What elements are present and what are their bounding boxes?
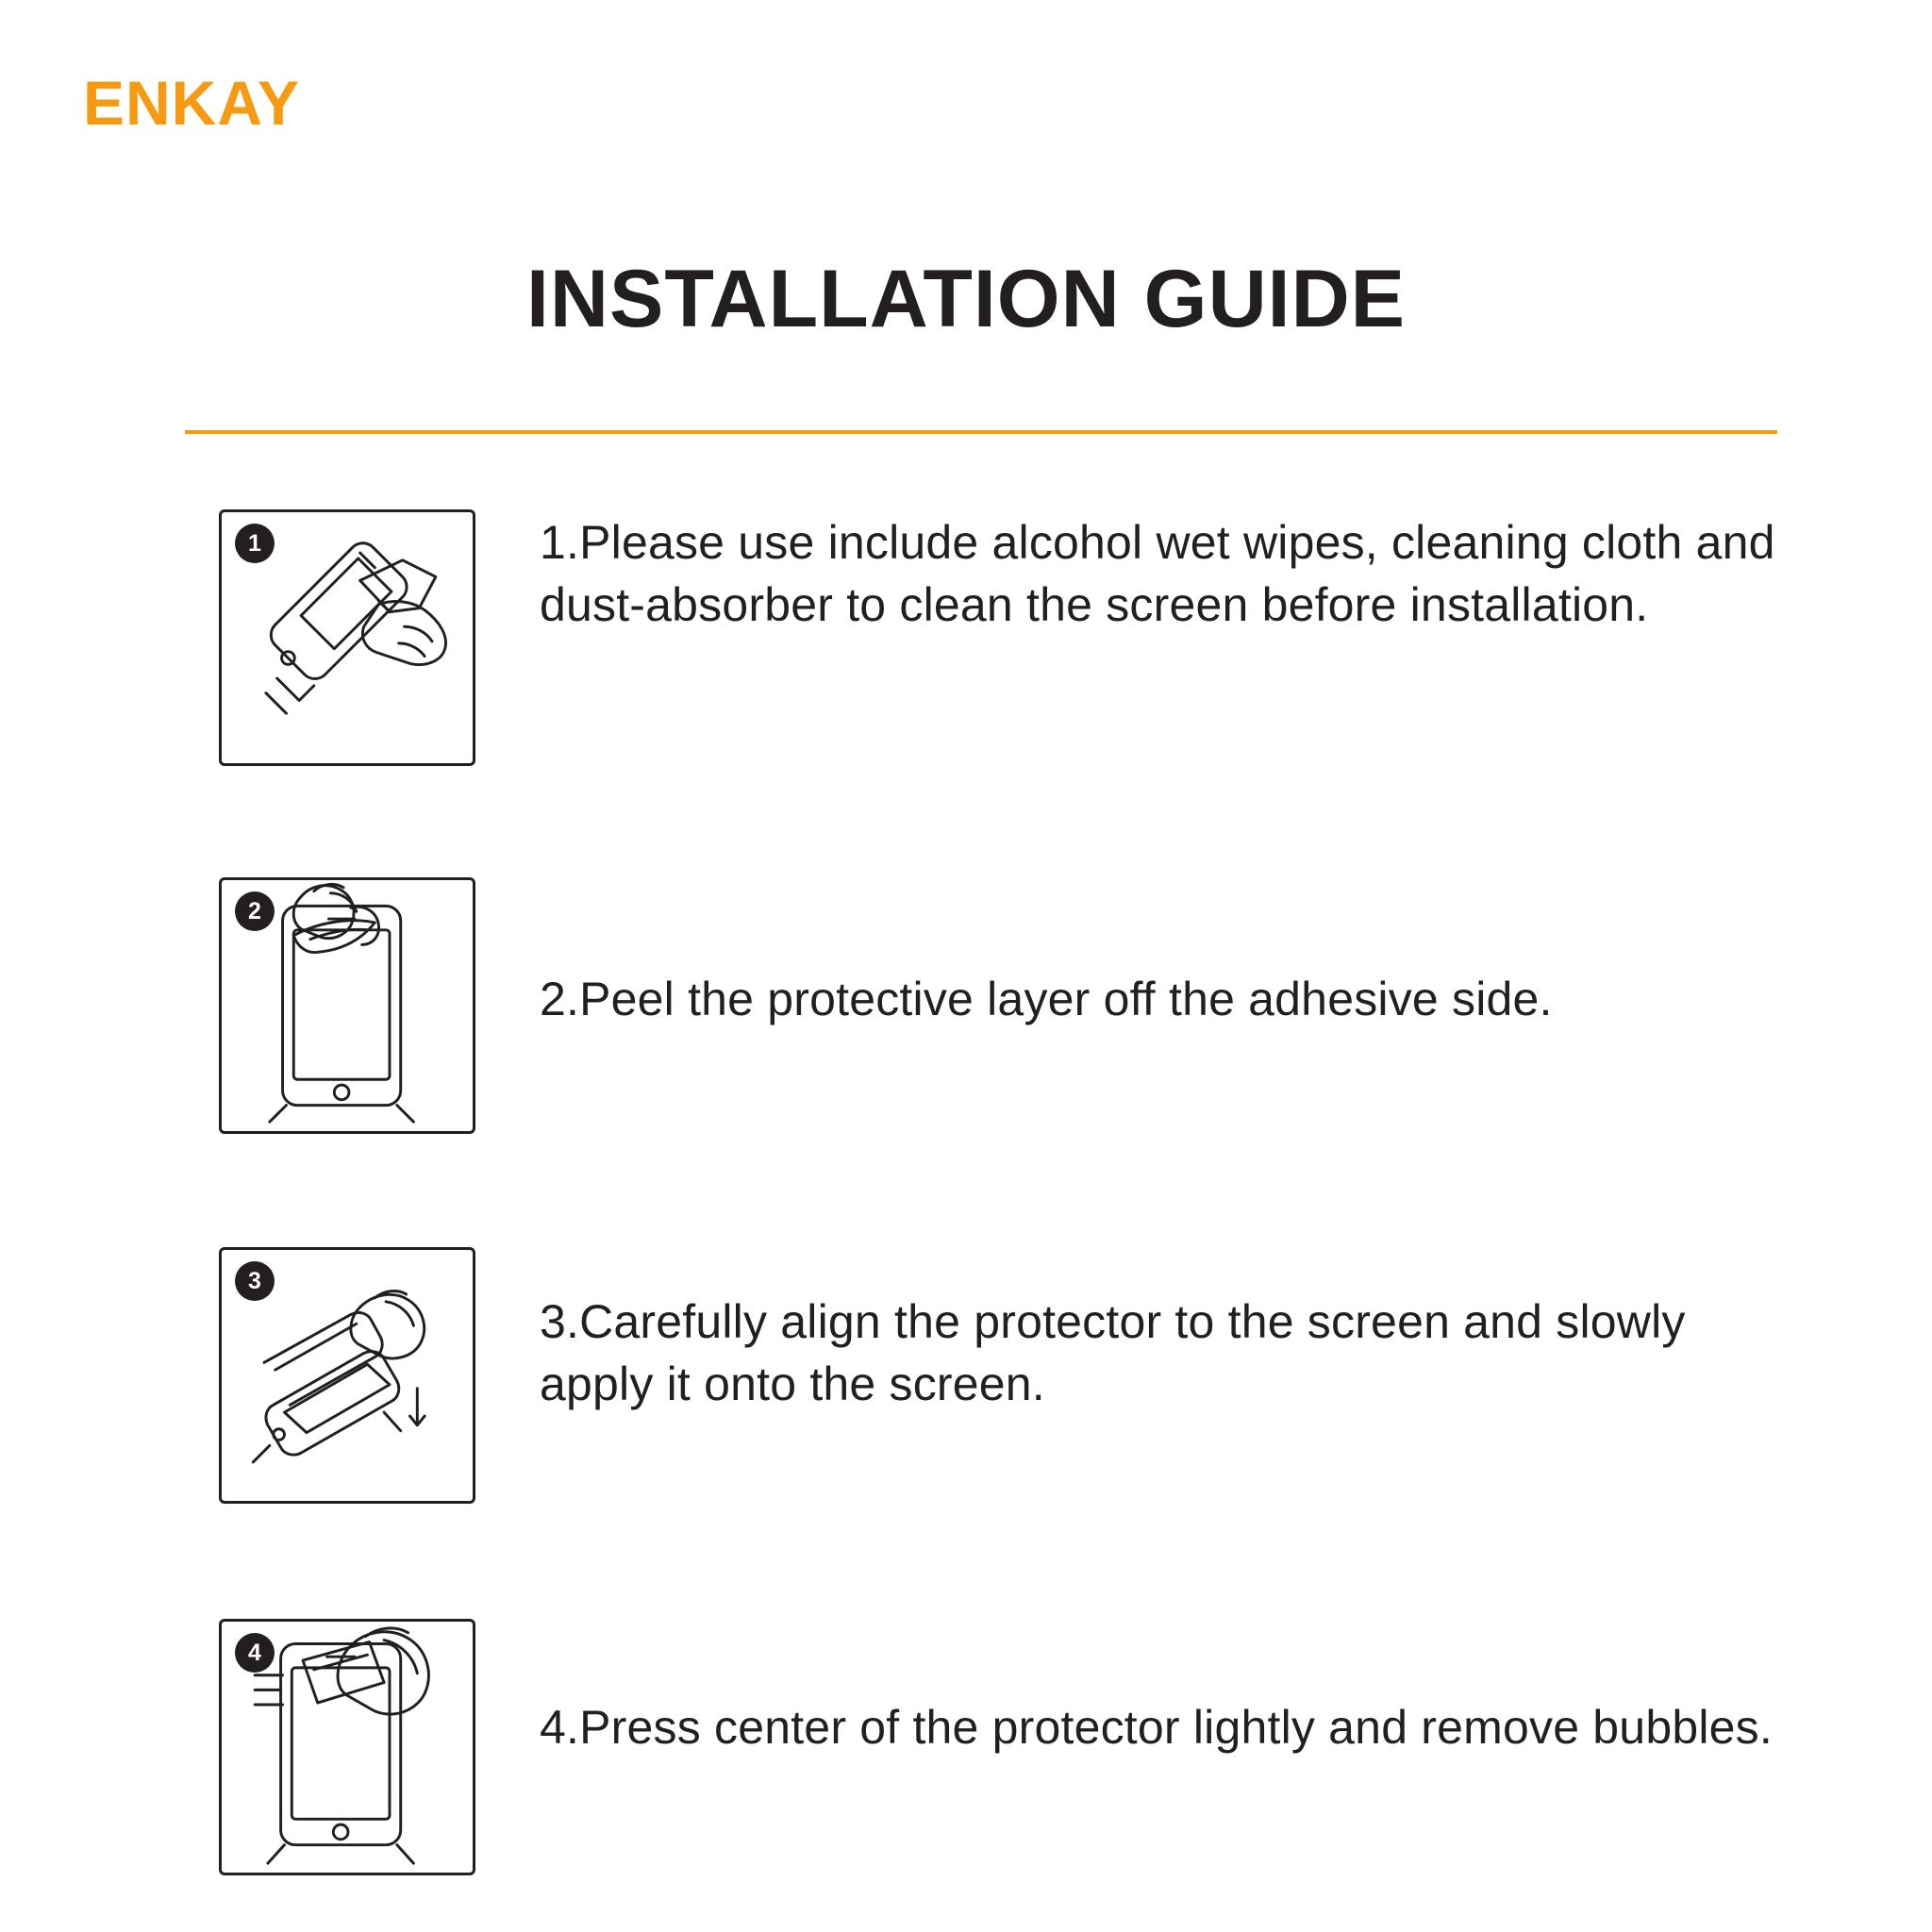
list-item bbox=[0, 1619, 1932, 1902]
step-text-4: 4.Press center of the protector lightly and remove bubbles. bbox=[540, 1701, 1773, 1754]
page-title: INSTALLATION GUIDE bbox=[525, 254, 1407, 344]
step-badge-4: 4 bbox=[235, 1633, 275, 1673]
step-illustration-3 bbox=[219, 1247, 475, 1504]
step-text-3: 3.Carefully align the protector to the screen and slowly apply it onto the screen. bbox=[540, 1295, 1686, 1410]
list-item bbox=[0, 509, 1932, 792]
step-badge-1: 1 bbox=[235, 524, 275, 563]
steps-list bbox=[0, 509, 1932, 1777]
step-illustration-1 bbox=[219, 509, 475, 766]
step-illustration-4 bbox=[219, 1619, 475, 1875]
step-text-2: 2.Peel the protective layer off the adhesive side. bbox=[540, 973, 1553, 1025]
step-badge-3: 3 bbox=[235, 1261, 275, 1301]
step-illustration-2 bbox=[219, 877, 475, 1134]
list-item bbox=[0, 877, 1932, 1160]
title-divider bbox=[185, 430, 1777, 434]
step-text-1: 1.Please use include alcohol wet wipes, cleaning cloth and dust-absorber to clean the screen before installation. bbox=[540, 516, 1775, 631]
list-item bbox=[0, 1247, 1932, 1530]
brand-logo: ENKAY bbox=[83, 68, 300, 138]
step-badge-2: 2 bbox=[235, 891, 275, 931]
